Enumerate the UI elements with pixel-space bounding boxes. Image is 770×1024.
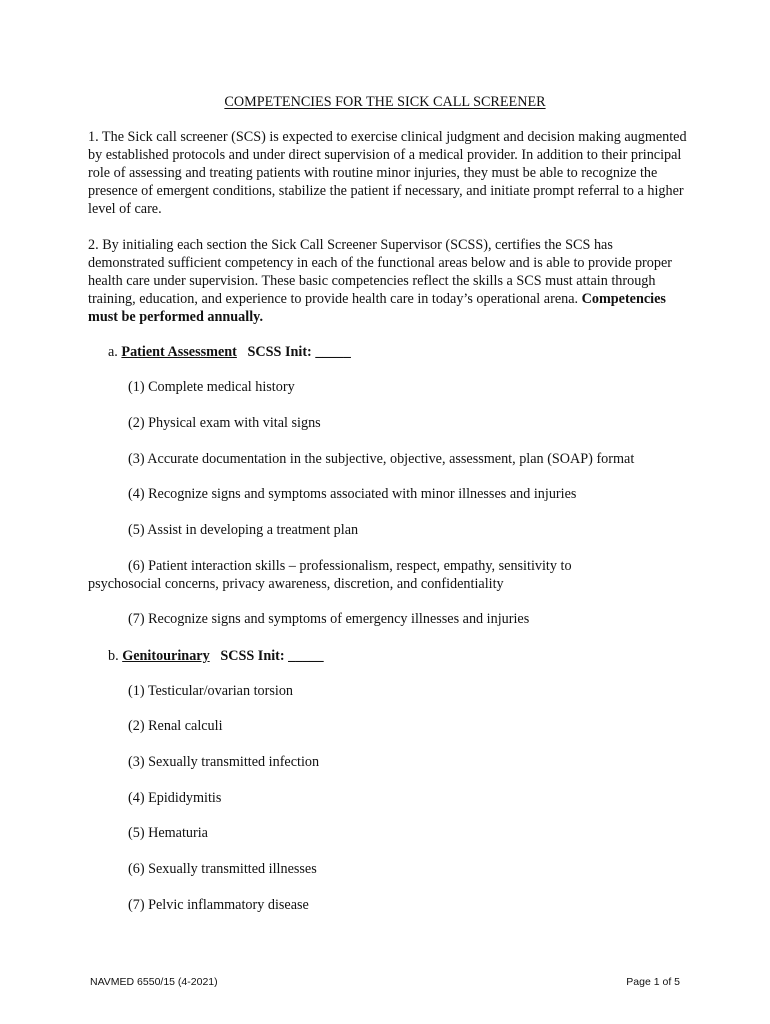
section-b-letter: b. bbox=[108, 648, 119, 664]
list-item: (1) Testicular/ovarian torsion bbox=[128, 683, 294, 699]
list-item: (5) Assist in developing a treatment plan bbox=[128, 522, 359, 538]
list-item: (2) Renal calculi bbox=[128, 718, 223, 734]
list-item: (5) Hematuria bbox=[128, 825, 208, 841]
paragraph-2 bbox=[88, 236, 688, 326]
section-a-init: SCSS Init: _____ bbox=[247, 344, 351, 360]
page-number: Page 1 of 5 bbox=[626, 976, 680, 988]
paragraph-2-text: 2. By initialing each section the Sick Call Screener Supervisor (SCSS), certifies the SCS has demonstrated sufficient competency in each of the functional areas below and is able to provide proper health care under supervision. These basic competencies reflect the skills a SCS must attain through training, education, and experience to provide health care in today’s operational arena. bbox=[88, 237, 672, 307]
list-item: (6) Sexually transmitted illnesses bbox=[128, 861, 317, 877]
section-b-heading bbox=[108, 648, 324, 665]
paragraph-1: 1. The Sick call screener (SCS) is expected to exercise clinical judgment and decision making augmented by established protocols and under direct supervision of a medical provider. In addition to their principal role of assessing and treating patients with routine minor injuries, they must be able to recognize the presence of emergent conditions, stabilize the patient if necessary, and initiate prompt referral to a higher level of care. bbox=[88, 129, 687, 217]
list-item: (4) Epididymitis bbox=[128, 790, 222, 806]
list-item: (4) Recognize signs and symptoms associated with minor illnesses and injuries bbox=[128, 486, 577, 502]
paragraph-2-bold: Competencies must be performed annually. bbox=[88, 291, 666, 325]
form-number: NAVMED 6550/15 (4-2021) bbox=[90, 976, 218, 988]
list-item: (6) Patient interaction skills – professionalism, respect, empathy, sensitivity to psychosocial concerns, privacy awareness, discretion, and confidentiality bbox=[88, 558, 572, 592]
list-item: (7) Pelvic inflammatory disease bbox=[128, 897, 309, 913]
section-b-title: Genitourinary bbox=[122, 648, 210, 664]
list-item: (3) Sexually transmitted infection bbox=[128, 754, 320, 770]
section-a-heading bbox=[108, 344, 351, 361]
list-item: (3) Accurate documentation in the subjective, objective, assessment, plan (SOAP) format bbox=[128, 451, 635, 467]
list-item: (1) Complete medical history bbox=[128, 379, 295, 395]
section-a-title: Patient Assessment bbox=[121, 344, 237, 360]
section-a-letter: a. bbox=[108, 344, 118, 360]
document-title: COMPETENCIES FOR THE SICK CALL SCREENER bbox=[224, 94, 546, 110]
section-b-init: SCSS Init: _____ bbox=[220, 648, 324, 664]
list-item: (2) Physical exam with vital signs bbox=[128, 415, 321, 431]
list-item: (7) Recognize signs and symptoms of emergency illnesses and injuries bbox=[128, 611, 530, 627]
